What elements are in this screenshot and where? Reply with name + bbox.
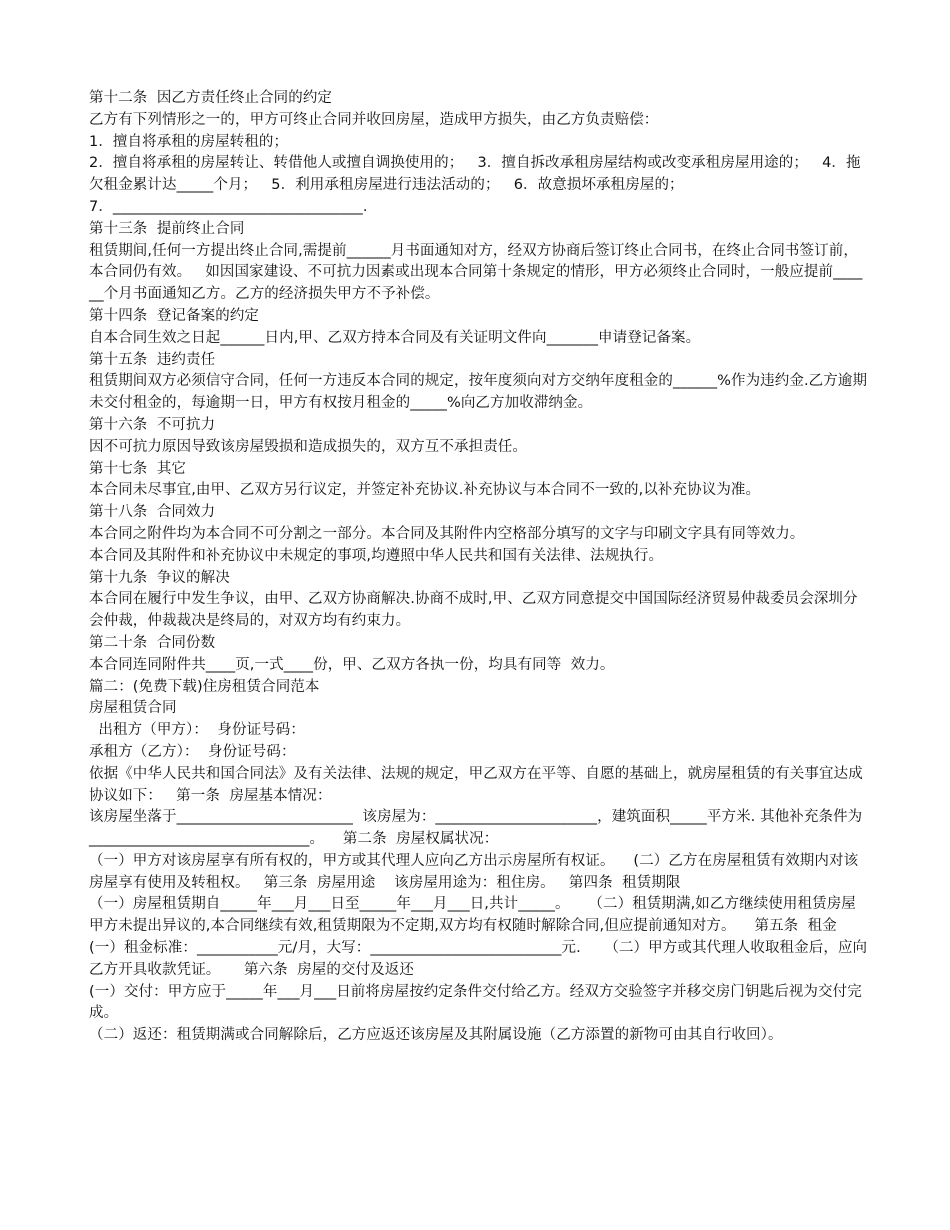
clause-19-heading: 第十九条 争议的解决 <box>89 569 230 586</box>
return-clause: （二）返还：租赁期满或合同解除后，乙方应返还该房屋及其附属设施（乙方添置的新物可由其自行收回）。 <box>89 1027 783 1044</box>
clause-14-body: 自本合同生效之日起______日内,甲、乙双方持本合同及有关证明文件向_______申请登记备案。 <box>89 329 701 346</box>
property-details-and-article-2: 该房屋坐落于________________________ 该房屋为：______________________，建筑面积_____平方米. 其他补充条件为______________________________。 第二条 房屋权属状况： <box>89 809 863 848</box>
preamble-and-article-1: 依据《中华人民共和国合同法》及有关法律、法规的规定，甲乙双方在平等、自愿的基础上，就房屋租赁的有关事宜达成协议如下： 第一条 房屋基本情况： <box>89 765 863 804</box>
clause-13-body: 租赁期间,任何一方提出终止合同,需提前______月书面通知对方，经双方协商后签订终止合同书，在终止合同书签订前，本合同仍有效。 如因国家建设、不可抗力因素或出现本合同第十条规定的情形，甲方必须终止合同时，一般应提前______个月书面通知乙方。乙方的经济损失甲方不予补偿。 <box>89 242 863 303</box>
clause-18-body-1: 本合同之附件均为本合同不可分割之一部分。本合同及其附件内空格部分填写的文字与印刷文字具有同等效力。 <box>89 525 805 542</box>
ownership-and-articles-3-4: （一）甲方对该房屋享有所有权的，甲方或其代理人应向乙方出示房屋所有权证。 (二）乙方在房屋租赁有效期内对该房屋享有使用及转租权。 第三条 房屋用途 该房屋用途为：租住房。 第四条 租赁期限 <box>89 852 859 891</box>
rent-and-article-6: (一）租金标准：___________元/月，大写：__________________________元. （二）甲方或其代理人收取租金后，应向乙方开具收款凭证。 第六条 房屋的交付及返还 <box>89 940 868 978</box>
clause-12-intro: 乙方有下列情形之一的，甲方可终止合同并收回房屋，造成甲方损失，由乙方负责赔偿： <box>89 111 659 128</box>
lessor-line: 出租方（甲方）： 身份证号码： <box>89 722 305 739</box>
clause-15-heading: 第十五条 违约责任 <box>89 351 216 368</box>
clause-20-body: 本合同连同附件共____页,一式____份，甲、乙双方各执一份，均具有同等 效力。 <box>89 656 615 673</box>
clause-19-body: 本合同在履行中发生争议，由甲、乙双方协商解决.协商不成时,甲、乙双方同意提交中国国际经济贸易仲裁委员会深圳分会仲裁，仲裁裁决是终局的，对双方均有约束力。 <box>89 591 858 630</box>
clause-18-body-2: 本合同及其附件和补充协议中未规定的事项,均遵照中华人民共和国有关法律、法规执行。 <box>89 547 664 564</box>
clause-16-body: 因不可抗力原因导致该房屋毁损和造成损失的，双方互不承担责任。 <box>89 438 527 455</box>
clause-12-item-7: 7．__________________________________. <box>89 198 368 215</box>
clause-18-heading: 第十八条 合同效力 <box>89 504 216 521</box>
clause-16-heading: 第十六条 不可抗力 <box>89 416 216 433</box>
clause-17-heading: 第十七条 其它 <box>89 460 187 477</box>
clause-12-item-1: 1．擅自将承租的房屋转租的； <box>89 133 289 150</box>
lessee-line: 承租方（乙方）： 身份证号码： <box>89 743 296 760</box>
clause-12-items-2-6: 2．擅自将承租的房屋转让、转借他人或擅自调换使用的； 3．擅自拆改承租房屋结构或改变承租房屋用途的； 4．拖欠租金累计达_____个月； 5．利用承租房屋进行违法活动的； 6．故意损坏承租房屋的； <box>89 155 861 194</box>
contract-document <box>89 88 869 1047</box>
section-2-title: 篇二：(免费下载)住房租赁合同范本 <box>89 678 320 695</box>
lease-term-and-article-5: （一）房屋租赁期自_____年___月___日至_____年___月___日,共计_____。 （二）租赁期满,如乙方继续使用租赁房屋甲方未提出异议的,本合同继续有效,租赁期限为不定期,双方均有权随时解除合同,但应提前通知对方。 第五条 租金 <box>89 896 856 935</box>
clause-14-heading: 第十四条 登记备案的约定 <box>89 307 260 324</box>
clause-20-heading: 第二十条 合同份数 <box>89 634 216 651</box>
clause-13-heading: 第十三条 提前终止合同 <box>89 220 245 237</box>
handover-clause: (一）交付：甲方应于_____年___月___日前将房屋按约定条件交付给乙方。经双方交验签字并移交房门钥匙后视为交付完成。 <box>89 983 862 1022</box>
contract-title: 房屋租赁合同 <box>89 700 177 717</box>
clause-17-body: 本合同未尽事宜,由甲、乙双方另行议定，并签定补充协议.补充协议与本合同不一致的,以补充协议为准。 <box>89 482 761 499</box>
clause-15-body: 租赁期间双方必须信守合同，任何一方违反本合同的规定，按年度须向对方交纳年度租金的______%作为违约金.乙方逾期未交付租金的，每逾期一日，甲方有权按月租金的_____%向乙方加收滞纳金。 <box>89 373 868 412</box>
clause-12-heading: 第十二条 因乙方责任终止合同的约定 <box>89 90 333 106</box>
